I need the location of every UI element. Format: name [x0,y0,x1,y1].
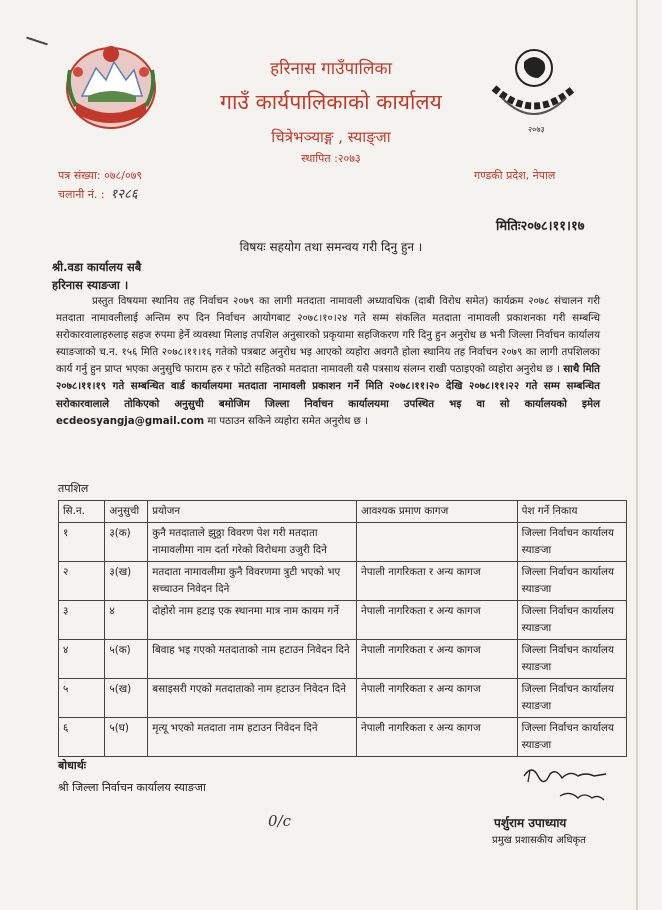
letter-body [56,293,600,430]
cell-purpose: बसाइसरी गएको मतदाताको नाम हटाउन निवेदन दिने [148,679,357,718]
cell-schedule: ४ [105,601,148,640]
cell-schedule: ३(क) [105,523,148,562]
dispatch-number-value: १२८६ [110,187,138,202]
signatory-title: प्रमुख प्रशासकीय अधिकृत [492,835,586,846]
cell-submit-to: जिल्ला निर्वाचन कार्यालय स्याङजा [517,718,626,757]
schedule-table [58,500,627,757]
province-label: गण्डकी प्रदेश, नेपाल [474,169,556,182]
header-purpose: प्रयोजन [148,501,357,523]
table-row [59,718,627,757]
cell-submit-to: जिल्ला निर्वाचन कार्यालय स्याङजा [517,640,626,679]
body-paragraph-part-2: साथै मिति २०७८।११।१९ गते सम्बन्धित वार्ड कार्यालयमा मतदाता नामावली प्रकाशन गर्ने मिति २०७८।११।२० देखि २०७८।११।२२ गते सम्म सम्बन्धित सरोकारवालाले तोकिएको अनुसुची बमोजिम जिल्ला निर्वाचन कार्यालयमा उपस्थित भइ वा सो कार्यालयको इमेल [56,364,600,410]
cell-submit-to: जिल्ला निर्वाचन कार्यालय स्याङजा [517,601,626,640]
table-row [59,523,627,562]
cell-schedule: ३(ख) [105,562,148,601]
cell-serial: ६ [59,718,105,757]
header-submit-to: पेश गर्ने निकाय [517,501,626,523]
pen-mark [26,37,48,46]
dispatch-number-label: चलानी नं. : [58,188,105,201]
office-location: चित्रेभञ्याङ्ग , स्याङ्जा [271,128,391,146]
cell-serial: ३ [59,601,105,640]
table-row [59,562,627,601]
office-seal-icon [488,40,580,136]
body-paragraph-part-1: प्रस्तुत विषयमा स्थानिय तह निर्वाचन २०७९ का लागी मतदाता नामावली अध्यावधिक (दाबी विरोध समेत) कार्यक्रम २०७८ संचालन गरी मतदाता नामावलीलाई अन्तिम रुप दिन निर्वाचन आयोगबाट २०७८।१०।२४ गते सम्म संकलित मतदाता नामावली प्रकाशनका गरी सम्बन्धि सरोकारवालाहरुलाइ सहज रुपमा हेर्ने व्यवस्था मिलाइ तपशिल अनुसारको प्रकृयामा सहजिकरण गरि दिनु हुन अनुरोध छ भनी जिल्ला निर्वाचन कार्यालय स्याङजाको च.न. १५६ मिति २०७८।११।१६ गतेको पत्रबाट अनुरोध भइ आएको व्यहोरा अवगतै होला स्थानिय तह निर्वाचन २०७९ का लागी तपशिलका कार्य गर्नु हुन प्राप्त भएका अनुसुचि फाराम हरु र फोटो सहितको मतदाता नामावली यसै पत्रसाथ संलग्न राखी पठाइएको व्यहोरा अनुरोध छ । [56,296,600,376]
municipality-name: हरिनास गाउँपालिका [270,59,392,79]
cell-documents: नेपाली नागरिकता र अन्य कागज [357,679,518,718]
cell-documents: नेपाली नागरिकता र अन्य कागज [357,601,518,640]
office-email: ecdeosyangja@gmail.com [56,415,205,427]
letter-date: मितिः२०७८।११।१७ [496,219,585,234]
cell-purpose: बिवाह भइ गएको मतदाताको नाम हटाउन निवेदन दिने [148,640,357,679]
header-serial: सि.न. [59,501,105,523]
dispatch-number-row [58,184,138,202]
cell-purpose: कुनै मतदाताले झुठ्ठा विवरण पेश गरी मतदाता नामावलीमा नाम दर्ता गरेको विरोधमा उजुरी दिने [148,523,357,562]
nepal-emblem-icon [62,40,160,132]
addressee-line-2: हरिनास स्याङजा । [52,278,129,292]
office-name: गाउँ कार्यपालिकाको कार्यालय [220,90,442,114]
cell-submit-to: जिल्ला निर्वाचन कार्यालय स्याङजा [517,523,626,562]
cell-serial: २ [59,562,105,601]
cell-purpose: मृत्यू भएको मतदाता नाम हटाउन निवेदन दिने [148,718,357,757]
addressee-line-1: श्री.वडा कार्यालय सबै [52,260,142,274]
table-header-row [59,501,627,523]
cc-label: बोधार्थः [58,759,86,772]
cell-purpose: मतदाता नामावलीमा कुनै विवरणमा त्रुटी भएको भए सच्चाउन निवेदन दिने [148,562,357,601]
header-schedule: अनुसुची [105,501,148,523]
cell-documents [357,523,518,562]
cell-schedule: ५(ख) [105,679,148,718]
table-row [59,640,627,679]
table-heading: तपशिल [58,482,89,495]
cell-serial: १ [59,523,105,562]
table-row [59,679,627,718]
signatory-name: पर्शुराम उपाध्याय [494,816,567,830]
cell-schedule: ५(क) [105,640,148,679]
letter-subject: विषयः सहयोग तथा समन्वय गरी दिनु हुन । [239,240,423,254]
established-year: स्थापित :२०७३ [301,152,361,165]
cell-documents: नेपाली नागरिकता र अन्य कागज [357,562,518,601]
header-documents: आवश्यक प्रमाण कागज [357,501,518,523]
cell-documents: नेपाली नागरिकता र अन्य कागज [357,718,518,757]
cell-submit-to: जिल्ला निर्वाचन कार्यालय स्याङजा [517,679,626,718]
cc-recipient: श्री जिल्ला निर्वाचन कार्यालय स्याङजा [58,781,206,794]
cell-documents: नेपाली नागरिकता र अन्य कागज [357,640,518,679]
body-paragraph-part-3: मा पठाउन सकिने व्यहोरा समेत अनुरोध छ । [207,415,368,427]
cell-schedule: ५(घ) [105,718,148,757]
table-row [59,601,627,640]
cell-serial: ४ [59,640,105,679]
handwritten-mark: 0/c [268,812,291,830]
svg-text:२०७३: २०७३ [528,125,545,134]
cell-submit-to: जिल्ला निर्वाचन कार्यालय स्याङजा [517,562,626,601]
cell-purpose: दोहोरो नाम हटाइ एक स्थानमा मात्र नाम कायम गर्ने [148,601,357,640]
cell-serial: ५ [59,679,105,718]
letter-reference-number: पत्र संख्या: ०७८/०७९ [58,169,143,182]
signature-icon [520,762,610,812]
